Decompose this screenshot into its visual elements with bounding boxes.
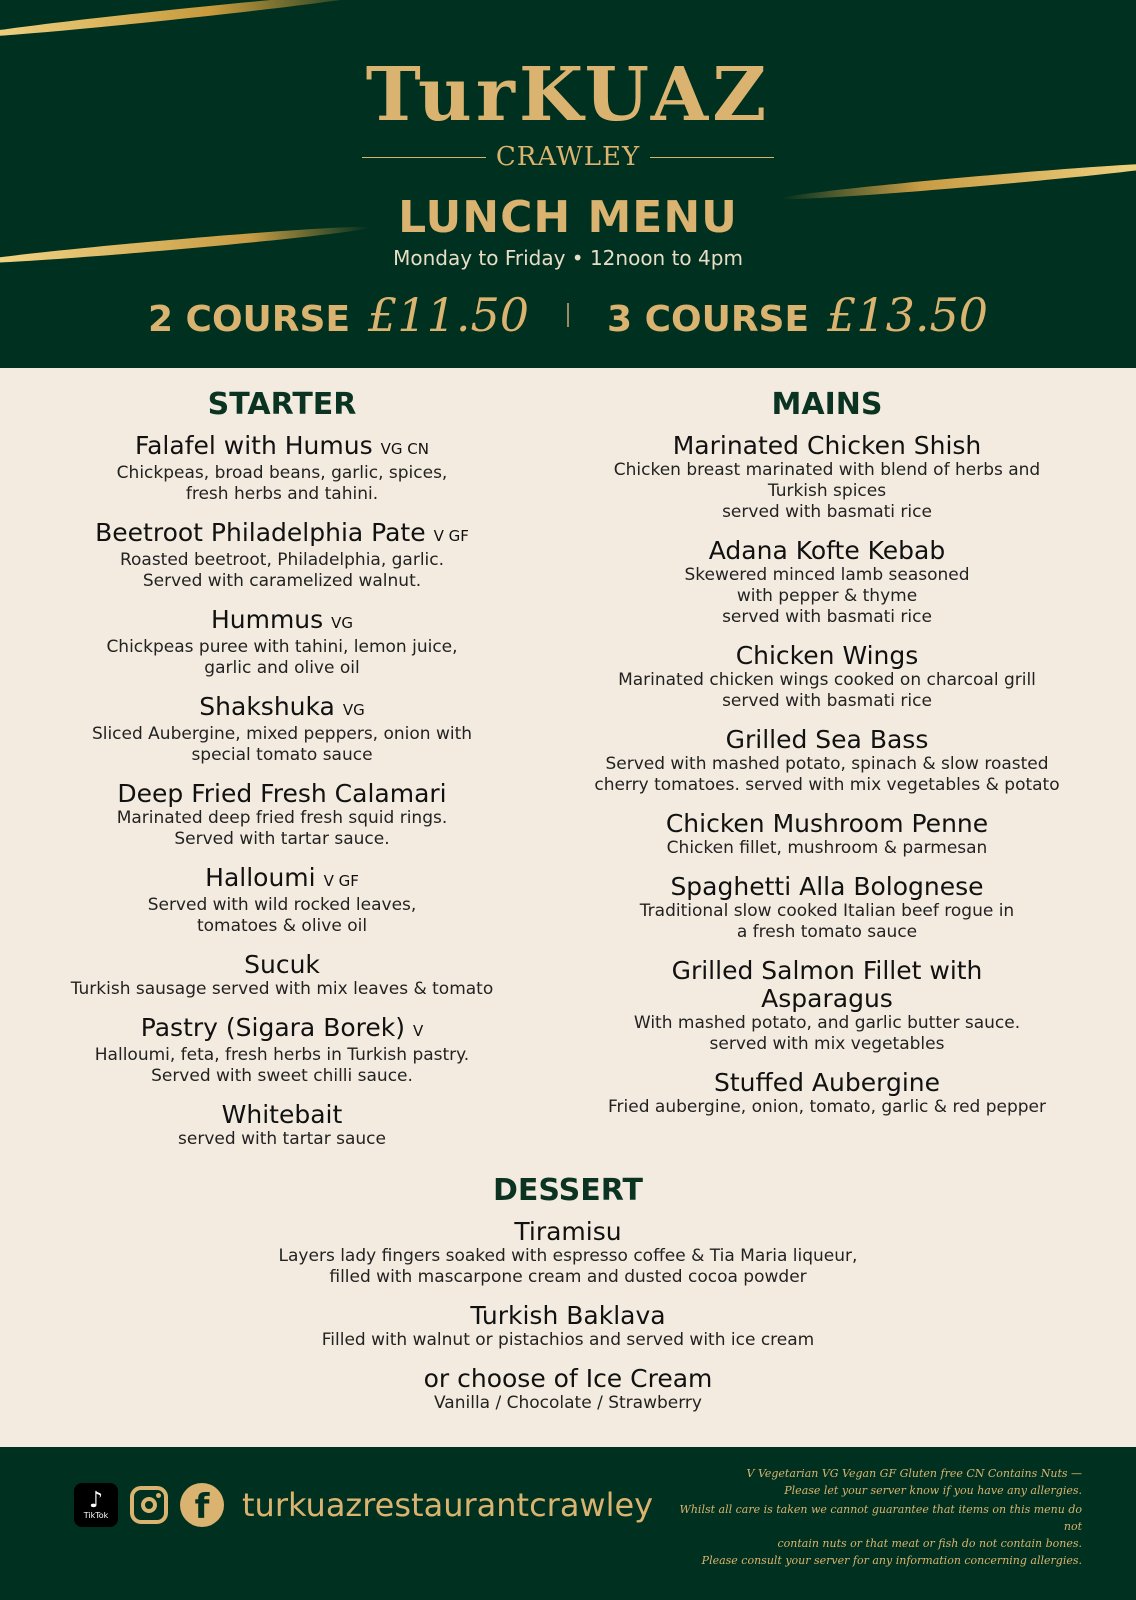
menu-item-description: Roasted beetroot, Philadelphia, garlic. Served with caramelized walnut. [119,550,445,591]
dish-name: Adana Kofte Kebab [708,536,946,565]
menu-item-name [590,726,1064,754]
opening-hours: Monday to Friday • 12noon to 4pm [393,246,743,270]
dish-name: Deep Fried Fresh Calamari [117,779,447,808]
menu-item [200,1365,936,1414]
dietary-tag: V GF [323,872,359,890]
location-label [362,142,774,172]
menu-item-name [590,873,1064,901]
menu-item-description: Turkish sausage served with mix leaves & tomato [70,979,494,999]
divider [650,157,774,158]
price-label: 2 COURSE [147,299,351,340]
menu-header [0,0,1136,368]
starter-list [60,432,504,1150]
dessert-list [200,1218,936,1414]
dish-name: Hummus [210,605,324,634]
menu-item-name [60,864,504,895]
dish-name: or choose of Ice Cream [423,1364,713,1393]
price-value: £11.50 [368,288,529,342]
menu-item [60,606,504,679]
gold-streak [0,0,379,42]
menu-item-description: Chicken breast marinated with blend of herbs and Turkish spices served with basmati rice [613,460,1041,522]
dish-name: Beetroot Philadelphia Pate [95,518,426,547]
allergy-key: V Vegetarian VG Vegan GF Gluten free CN Contains Nuts — Please let your server know if you have any allergies. [746,1467,1082,1497]
menu-item-description: Served with mashed potato, spinach & slow roasted cherry tomatoes. served with mix vegetables & potato [594,754,1060,795]
dish-name: Sucuk [244,950,320,979]
menu-item-name [590,432,1064,460]
facebook-icon[interactable]: f [180,1483,224,1527]
menu-item-description: Fried aubergine, onion, tomato, garlic & red pepper [608,1097,1046,1117]
dish-name: Chicken Mushroom Penne [665,809,989,838]
menu-item [60,693,504,766]
menu-title: LUNCH MENU [398,192,738,243]
social-handle[interactable]: turkuazrestaurantcrawley [242,1486,654,1524]
dish-name: Pastry (Sigara Borek) [140,1013,405,1042]
menu-item-description: Halloumi, feta, fresh herbs in Turkish pastry. Served with sweet chilli sauce. [94,1045,470,1086]
dish-name: Shakshuka [199,692,335,721]
menu-item [200,1302,936,1351]
menu-item-description: Marinated deep fried fresh squid rings. Served with tartar sauce. [116,808,448,849]
tiktok-label: TikTok [83,1511,109,1520]
dietary-tag: VG CN [380,440,429,458]
menu-item [60,1101,504,1150]
menu-item-name [200,1365,936,1393]
dish-name: Marinated Chicken Shish [672,431,982,460]
menu-item [590,873,1064,943]
menu-item-name [60,951,504,979]
dish-name: Tiramisu [514,1217,622,1246]
dish-name: Chicken Wings [735,641,919,670]
menu-item-name [590,957,1064,1013]
menu-item [60,432,504,505]
menu-item-description: Traditional slow cooked Italian beef rogue in a fresh tomato sauce [639,901,1015,942]
section-title: DESSERT [493,1173,643,1208]
allergy-disclaimer: Whilst all care is taken we cannot guarantee that items on this menu do not contain nuts or that meat or fish do not contain bones. Please consult your server for any information concerning allergies. [679,1503,1082,1567]
dish-name: Stuffed Aubergine [713,1068,940,1097]
menu-item-name [60,432,504,463]
menu-item-name [590,1069,1064,1097]
dish-name: Whitebait [221,1100,343,1129]
menu-item-name [200,1302,936,1330]
price-label: 3 COURSE [607,299,810,340]
menu-item-description: Served with wild rocked leaves, tomatoes & olive oil [147,895,417,936]
dish-name: Falafel with Humus [135,431,373,460]
dish-name: Turkish Baklava [470,1301,666,1330]
menu-item [200,1218,936,1288]
dietary-tag: VG [342,701,365,719]
mains-section [590,386,1064,1132]
menu-item-name [60,780,504,808]
menu-item [60,951,504,1000]
instagram-icon[interactable] [130,1486,168,1524]
social-links [74,1483,653,1527]
menu-item [590,810,1064,859]
menu-item [590,537,1064,628]
menu-item-description: Chickpeas puree with tahini, lemon juice, garlic and olive oil [106,637,458,678]
mains-list [590,432,1064,1118]
menu-item-description: Vanilla / Chocolate / Strawberry [434,1393,702,1413]
dish-name: Grilled Sea Bass [725,725,929,754]
menu-item-name [60,519,504,550]
menu-item [590,432,1064,523]
dish-name: Halloumi [205,863,316,892]
menu-item-name [60,1014,504,1045]
allergy-notice [662,1465,1082,1571]
tiktok-icon[interactable]: ♪ TikTok [74,1483,118,1527]
section-title: MAINS [771,387,883,422]
menu-item-description: Chicken fillet, mushroom & parmesan [666,838,988,858]
dietary-tag: V [412,1022,424,1040]
menu-item-description: With mashed potato, and garlic butter sauce. served with mix vegetables [633,1013,1021,1054]
menu-item-name [60,693,504,724]
menu-item [590,957,1064,1055]
menu-item-name [200,1218,936,1246]
section-title: STARTER [207,387,357,422]
menu-item-name [60,1101,504,1129]
price-value: £13.50 [827,288,989,342]
menu-item [590,726,1064,796]
dish-name: Grilled Salmon Fillet with Asparagus [671,956,983,1013]
menu-item-description: Filled with walnut or pistachios and served with ice cream [321,1330,815,1350]
restaurant-logo: TurKUAZ [365,52,771,138]
menu-item-description: Layers lady fingers soaked with espresso coffee & Tia Maria liqueur, filled with mascarpone cream and dusted cocoa powder [278,1246,858,1287]
dish-name: Spaghetti Alla Bolognese [670,872,984,901]
menu-item-name [60,606,504,637]
dietary-tag: V GF [433,527,469,545]
menu-footer [0,1447,1136,1600]
menu-item-name [590,642,1064,670]
location-text: CRAWLEY [495,142,641,172]
menu-item-description: served with tartar sauce [178,1129,386,1149]
menu-item [590,1069,1064,1118]
menu-item-description: Sliced Aubergine, mixed peppers, onion with special tomato sauce [91,724,473,765]
course-prices [0,288,1136,342]
menu-item [60,780,504,850]
price-divider [567,303,569,327]
divider [362,157,486,158]
menu-item [60,864,504,937]
menu-item-name [590,537,1064,565]
dietary-tag: VG [331,614,354,632]
menu-item-description: Chickpeas, broad beans, garlic, spices, fresh herbs and tahini. [116,463,448,504]
menu-item [590,642,1064,712]
menu-item [60,1014,504,1087]
starter-section [60,386,504,1164]
dessert-section [200,1172,936,1428]
menu-item-name [590,810,1064,838]
menu-item-description: Skewered minced lamb seasoned with pepper & thyme served with basmati rice [684,565,970,627]
menu-item [60,519,504,592]
menu-item-description: Marinated chicken wings cooked on charcoal grill served with basmati rice [618,670,1036,711]
